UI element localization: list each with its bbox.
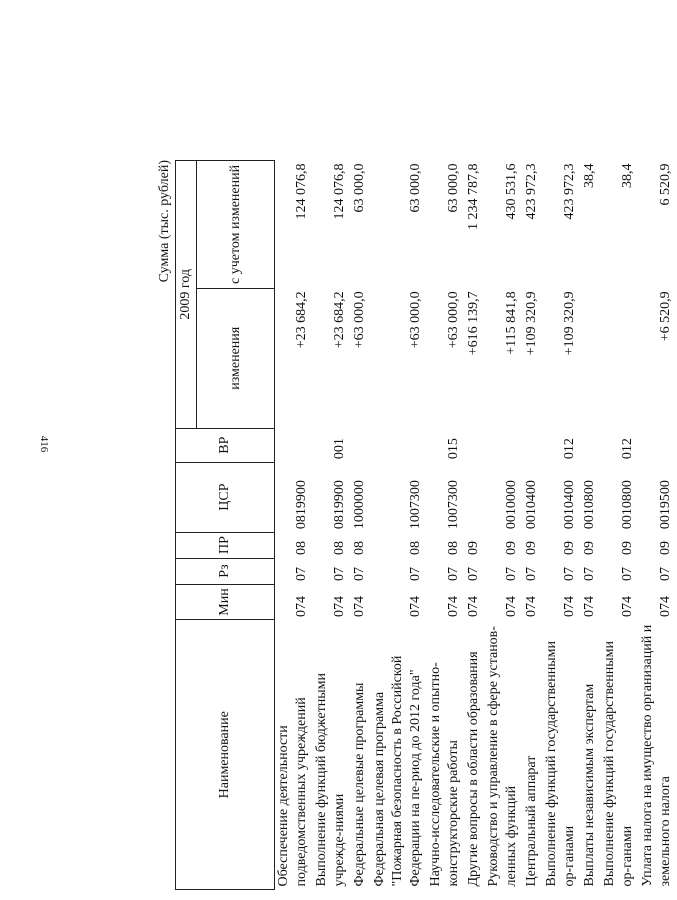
row-total: 63 000,0 xyxy=(446,163,461,213)
table-row xyxy=(275,161,314,890)
row-min: 074 xyxy=(332,596,347,617)
row-total: 1 234 787,8 xyxy=(466,163,481,230)
row-name: Федеральная целевая программа "Пожарная безопасность в Российской Федерации на пе-риод до 2012 года" xyxy=(372,655,423,887)
row-vr xyxy=(275,428,314,462)
row-csr: 0010800 xyxy=(620,480,635,530)
header-with-changes: с учетом изменений xyxy=(197,161,275,289)
row-total: 124 076,8 xyxy=(332,163,347,220)
table-row xyxy=(351,161,371,890)
row-rz: 07 xyxy=(524,567,539,582)
table-header xyxy=(176,161,275,890)
row-change: +63 000,0 xyxy=(446,291,461,349)
row-min: 074 xyxy=(658,596,673,617)
row-total: 423 972,3 xyxy=(562,163,577,220)
header-name: Наименование xyxy=(176,620,275,890)
row-csr: 1000000 xyxy=(352,480,367,530)
row-vr: 001 xyxy=(332,438,347,460)
table-row xyxy=(523,161,543,890)
row-min: 074 xyxy=(620,596,635,617)
table-row xyxy=(639,161,677,890)
row-pr: 09 xyxy=(658,541,673,556)
row-min: 074 xyxy=(562,596,577,617)
row-rz: 07 xyxy=(352,567,367,582)
row-rz: 07 xyxy=(658,567,673,582)
row-rz: 07 xyxy=(466,567,481,582)
page-number: 416 xyxy=(38,435,50,453)
row-pr: 08 xyxy=(446,541,461,556)
budget-table xyxy=(175,160,677,890)
row-change: +63 000,0 xyxy=(408,291,423,349)
row-name: Выполнение функций государственными ор-ганами xyxy=(544,641,577,887)
row-name: Федеральные целевые программы xyxy=(352,682,367,887)
row-min: 074 xyxy=(504,596,519,617)
row-total: 63 000,0 xyxy=(408,163,423,213)
row-pr: 08 xyxy=(294,541,309,556)
row-vr xyxy=(371,428,427,462)
row-min: 074 xyxy=(524,596,539,617)
row-rz: 07 xyxy=(294,567,309,582)
row-total: 38,4 xyxy=(582,163,597,188)
table-row xyxy=(465,161,485,890)
row-pr: 08 xyxy=(332,541,347,556)
row-vr xyxy=(523,428,543,462)
row-vr: 012 xyxy=(562,438,577,460)
row-pr: 09 xyxy=(504,541,519,556)
row-name: Выполнение функций государственными ор-ганами xyxy=(602,641,635,887)
table-row xyxy=(581,161,601,890)
row-name: Уплата налога на имущество организаций и земельного налога xyxy=(640,624,673,887)
row-change: +6 520,9 xyxy=(658,291,673,342)
row-vr: 015 xyxy=(446,438,461,460)
row-total: 63 000,0 xyxy=(352,163,367,213)
row-min: 074 xyxy=(352,596,367,617)
row-vr: 012 xyxy=(620,438,635,460)
row-min: 074 xyxy=(582,596,597,617)
rotated-page-content xyxy=(155,160,673,890)
row-name: Обеспечение деятельности подведомственных учреждений xyxy=(276,697,309,887)
table-row xyxy=(427,161,465,890)
row-vr xyxy=(639,428,677,462)
header-min: Мин xyxy=(176,584,275,620)
table-row xyxy=(485,161,523,890)
row-pr: 09 xyxy=(582,541,597,556)
row-change: +109 320,9 xyxy=(524,291,539,356)
header-pr: ПР xyxy=(176,532,275,558)
row-name: Другие вопросы в области образования xyxy=(466,651,481,887)
row-total: 38,4 xyxy=(620,163,635,188)
row-min: 074 xyxy=(446,596,461,617)
row-total: 430 531,6 xyxy=(504,163,519,220)
row-min: 074 xyxy=(408,596,423,617)
row-change: +109 320,9 xyxy=(562,291,577,356)
row-total: 6 520,9 xyxy=(658,163,673,206)
row-pr: 09 xyxy=(466,541,481,556)
table-row xyxy=(543,161,581,890)
row-pr: 09 xyxy=(562,541,577,556)
header-rz: Рз xyxy=(176,558,275,584)
row-rz: 07 xyxy=(408,567,423,582)
row-name: Центральный аппарат xyxy=(524,755,539,887)
row-change xyxy=(581,288,601,428)
header-vr: ВР xyxy=(176,428,275,462)
row-vr xyxy=(351,428,371,462)
row-rz: 07 xyxy=(620,567,635,582)
row-vr xyxy=(581,428,601,462)
row-csr: 0010400 xyxy=(524,480,539,530)
row-rz: 07 xyxy=(332,567,347,582)
row-total: 124 076,8 xyxy=(294,163,309,220)
table-row xyxy=(371,161,427,890)
table-body xyxy=(275,161,677,890)
row-change: +616 139,7 xyxy=(466,291,481,356)
row-pr: 08 xyxy=(408,541,423,556)
row-change: +23 684,2 xyxy=(294,291,309,349)
header-csr: ЦСР xyxy=(176,462,275,532)
header-year: 2009 год xyxy=(176,161,197,429)
row-pr: 09 xyxy=(524,541,539,556)
row-csr: 0010000 xyxy=(504,480,519,530)
row-csr: 0819900 xyxy=(294,480,309,530)
row-change: +115 841,8 xyxy=(504,291,519,355)
row-vr xyxy=(465,428,485,462)
row-vr xyxy=(485,428,523,462)
row-min: 074 xyxy=(466,596,481,617)
row-csr: 1007300 xyxy=(446,480,461,530)
unit-note: Сумма (тыс. рублей) xyxy=(157,160,172,283)
row-pr: 09 xyxy=(620,541,635,556)
row-rz: 07 xyxy=(582,567,597,582)
row-pr: 08 xyxy=(352,541,367,556)
row-csr: 0010800 xyxy=(582,480,597,530)
row-csr: 1007300 xyxy=(408,480,423,530)
row-change: +23 684,2 xyxy=(332,291,347,349)
row-rz: 07 xyxy=(504,567,519,582)
row-change xyxy=(601,288,639,428)
row-total: 423 972,3 xyxy=(524,163,539,220)
row-name: Руководство и управление в сфере установ-ленных функций xyxy=(486,626,519,887)
row-min: 074 xyxy=(294,596,309,617)
header-changes: изменения xyxy=(197,288,275,428)
row-csr xyxy=(465,462,485,532)
table-row xyxy=(601,161,639,890)
row-change: +63 000,0 xyxy=(352,291,367,349)
row-csr: 0010400 xyxy=(562,480,577,530)
row-csr: 0819900 xyxy=(332,480,347,530)
row-name: Выплаты независимым экспертам xyxy=(582,683,597,887)
row-csr: 0019500 xyxy=(658,480,673,530)
table-row xyxy=(313,161,351,890)
row-name: Научно-исследовательские и опытно-конструкторские работы xyxy=(428,662,461,887)
row-rz: 07 xyxy=(562,567,577,582)
row-rz: 07 xyxy=(446,567,461,582)
row-name: Выполнение функций бюджетными учрежде-ниями xyxy=(314,673,347,887)
